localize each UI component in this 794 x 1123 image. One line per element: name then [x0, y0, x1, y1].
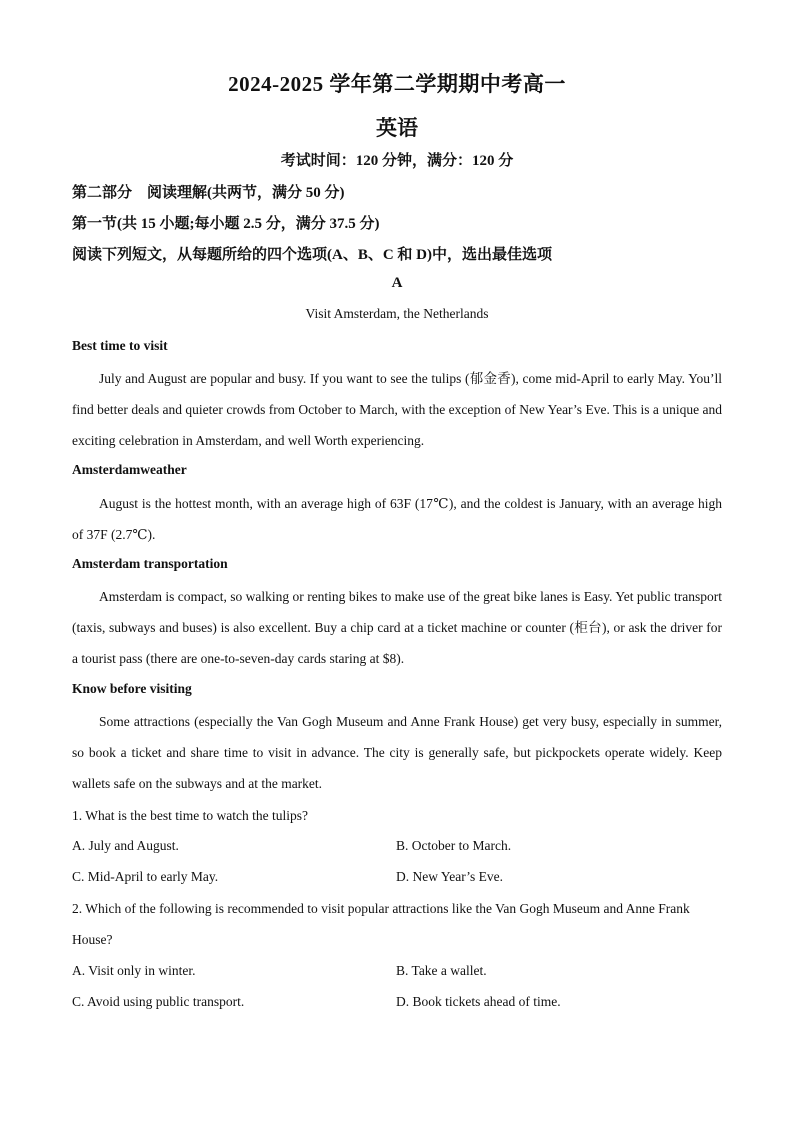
exam-info: 考试时间：120 分钟，满分：120 分: [280, 153, 514, 169]
question-1-option-c[interactable]: C. Mid-April to early May.: [72, 869, 219, 884]
question-1-stem: 1. What is the best time to watch the tulips?: [72, 808, 308, 823]
subject-title: 英语: [376, 116, 418, 140]
question-1-option-a[interactable]: A. July and August.: [72, 838, 179, 853]
block-text-weather: [72, 488, 722, 550]
block-heading-know-before: Know before visiting: [72, 681, 192, 696]
question-2-option-b[interactable]: B. Take a wallet.: [396, 963, 487, 978]
block-heading-transportation: Amsterdam transportation: [72, 556, 228, 571]
exam-title: 2024-2025 学年第二学期期中考高一: [228, 72, 566, 96]
question-1-option-d[interactable]: D. New Year’s Eve.: [396, 869, 503, 884]
section-heading: 第一节(共 15 小题;每小题 2.5 分，满分 37.5 分): [72, 216, 380, 232]
question-2-option-a[interactable]: A. Visit only in winter.: [72, 963, 196, 978]
paragraph-text: Some attractions (especially the Van Gogh Museum and Anne Frank House) get very busy, especially in summer, so book a ticket and share time to visit in advance. The city is generally safe, but pickpockets operate widely. Keep wallets safe on the subways and at the market.: [72, 714, 722, 791]
question-2-option-c[interactable]: C. Avoid using public transport.: [72, 994, 245, 1009]
question-1-option-b[interactable]: B. October to March.: [396, 838, 512, 853]
block-heading-weather: Amsterdamweather: [72, 462, 187, 477]
block-text-best-time: [72, 363, 722, 456]
part-heading: 第二部分 阅读理解(共两节，满分 50 分): [72, 185, 345, 201]
passage-label: A: [391, 275, 403, 291]
block-text-know-before: [72, 706, 722, 799]
paragraph-text: Amsterdam is compact, so walking or renting bikes to make use of the great bike lanes is Easy. Yet public transport (taxis, subways and buses) is also excellent. Buy a chip card at a ticket machine or counter (柜台), or ask the driver for a tourist pass (there are one-to-seven-day cards staring at $8).: [72, 589, 722, 666]
block-text-transportation: [72, 581, 722, 674]
question-2-option-d[interactable]: D. Book tickets ahead of time.: [396, 994, 561, 1009]
instruction-text: 阅读下列短文，从每题所给的四个选项(A、B、C 和 D)中，选出最佳选项: [72, 247, 552, 263]
block-heading-best-time: Best time to visit: [72, 338, 168, 353]
question-2-stem: 2. Which of the following is recommended to visit popular attractions like the Van Gogh Museum and Anne Frank House?: [72, 901, 690, 947]
paragraph-text: August is the hottest month, with an average high of 63F (17℃), and the coldest is January, with an average high of 37F (2.7℃).: [72, 496, 722, 542]
paragraph-text: July and August are popular and busy. If you want to see the tulips (郁金香), come mid-April to early May. You’ll find better deals and quieter crowds from October to March, with the exception of New Year’s Eve. This is a unique and exciting celebration in Amsterdam, and well Worth experiencing.: [72, 371, 722, 448]
passage-title: Visit Amsterdam, the Netherlands: [305, 306, 489, 321]
